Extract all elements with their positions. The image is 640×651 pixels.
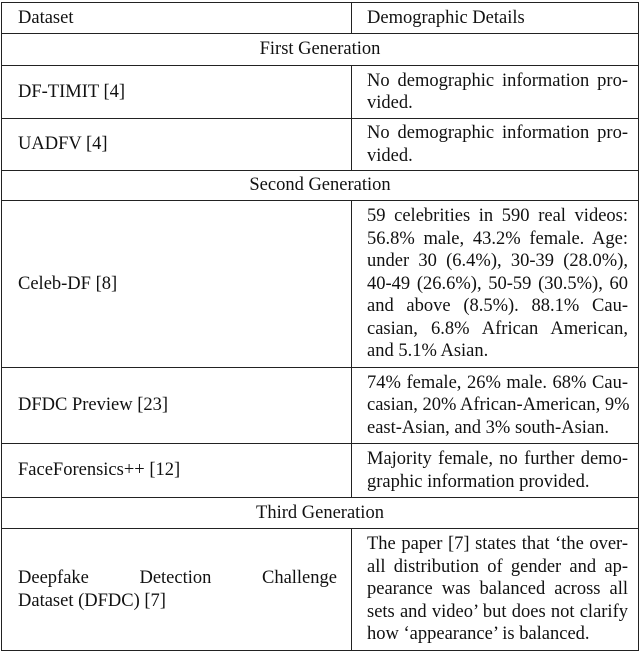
text-line: and 5.1% Asian. — [367, 341, 489, 362]
text-line: Deepfake Detection Challenge — [18, 568, 337, 588]
header-dataset: Dataset — [2, 3, 352, 34]
text-line: DF-TIMIT [4] — [18, 81, 126, 102]
text-line: how ‘appearance’ is balanced. — [367, 624, 590, 645]
dataset-cell — [2, 119, 352, 171]
details-cell — [352, 529, 639, 651]
dataset-cell — [2, 368, 352, 444]
generation-row — [2, 34, 639, 66]
generation-row — [2, 171, 639, 201]
generation-title: First Generation — [2, 34, 639, 66]
text-line: Dataset (DFDC) [7] — [18, 590, 166, 611]
text-line: The paper [7] states that ‘the over- — [367, 534, 628, 555]
text-line: Celeb-DF [8] — [18, 273, 118, 294]
table-row — [2, 66, 639, 119]
header-row — [2, 3, 639, 34]
details-cell — [352, 119, 639, 171]
table-row — [2, 119, 639, 171]
text-line: No demographic information pro- — [367, 123, 628, 143]
text-line: under 30 (6.4%), 30-39 (28.0%), — [367, 251, 628, 272]
text-line: FaceForensics++ [12] — [18, 460, 181, 481]
generation-row — [2, 498, 639, 529]
dataset-cell — [2, 529, 352, 651]
text-line: all distribution of gender and ap- — [367, 556, 628, 577]
text-line: pearance was balanced across all — [367, 579, 628, 600]
text-line: 74% female, 26% male. 68% Cau- — [367, 372, 628, 393]
text-line: vided. — [367, 145, 413, 166]
text-line: 40-49 (26.6%), 50-59 (30.5%), 60 — [367, 273, 628, 294]
text-line: UADFV [4] — [18, 134, 108, 155]
table-row — [2, 529, 639, 651]
text-line: Majority female, no further demo- — [367, 449, 628, 469]
table-row — [2, 368, 639, 444]
table-row — [2, 444, 639, 498]
text-line: casian, 20% African-American, 9% — [367, 395, 630, 416]
text-line: DFDC Preview [23] — [18, 395, 169, 416]
table-row — [2, 201, 639, 368]
dataset-cell — [2, 444, 352, 498]
text-line: graphic information provided. — [367, 471, 590, 492]
text-line: sets and video’ but does not clarify — [367, 601, 628, 622]
details-cell — [352, 66, 639, 119]
dataset-cell — [2, 66, 352, 119]
details-cell — [352, 201, 639, 368]
details-cell — [352, 368, 639, 444]
details-cell — [352, 444, 639, 498]
text-line: vided. — [367, 93, 413, 113]
text-line: casian, 6.8% African American, — [367, 318, 628, 339]
text-line: and above (8.5%). 88.1% Cau- — [367, 296, 628, 317]
generation-title: Second Generation — [2, 171, 639, 201]
generation-title: Third Generation — [2, 498, 639, 529]
header-details: Demographic Details — [352, 3, 639, 34]
demographics-table — [1, 2, 639, 651]
dataset-cell — [2, 201, 352, 368]
text-line: east-Asian, and 3% south-Asian. — [367, 417, 609, 438]
text-line: 59 celebrities in 590 real videos: — [367, 206, 628, 227]
text-line: 56.8% male, 43.2% female. Age: — [367, 228, 628, 249]
text-line: No demographic information pro- — [367, 70, 628, 91]
